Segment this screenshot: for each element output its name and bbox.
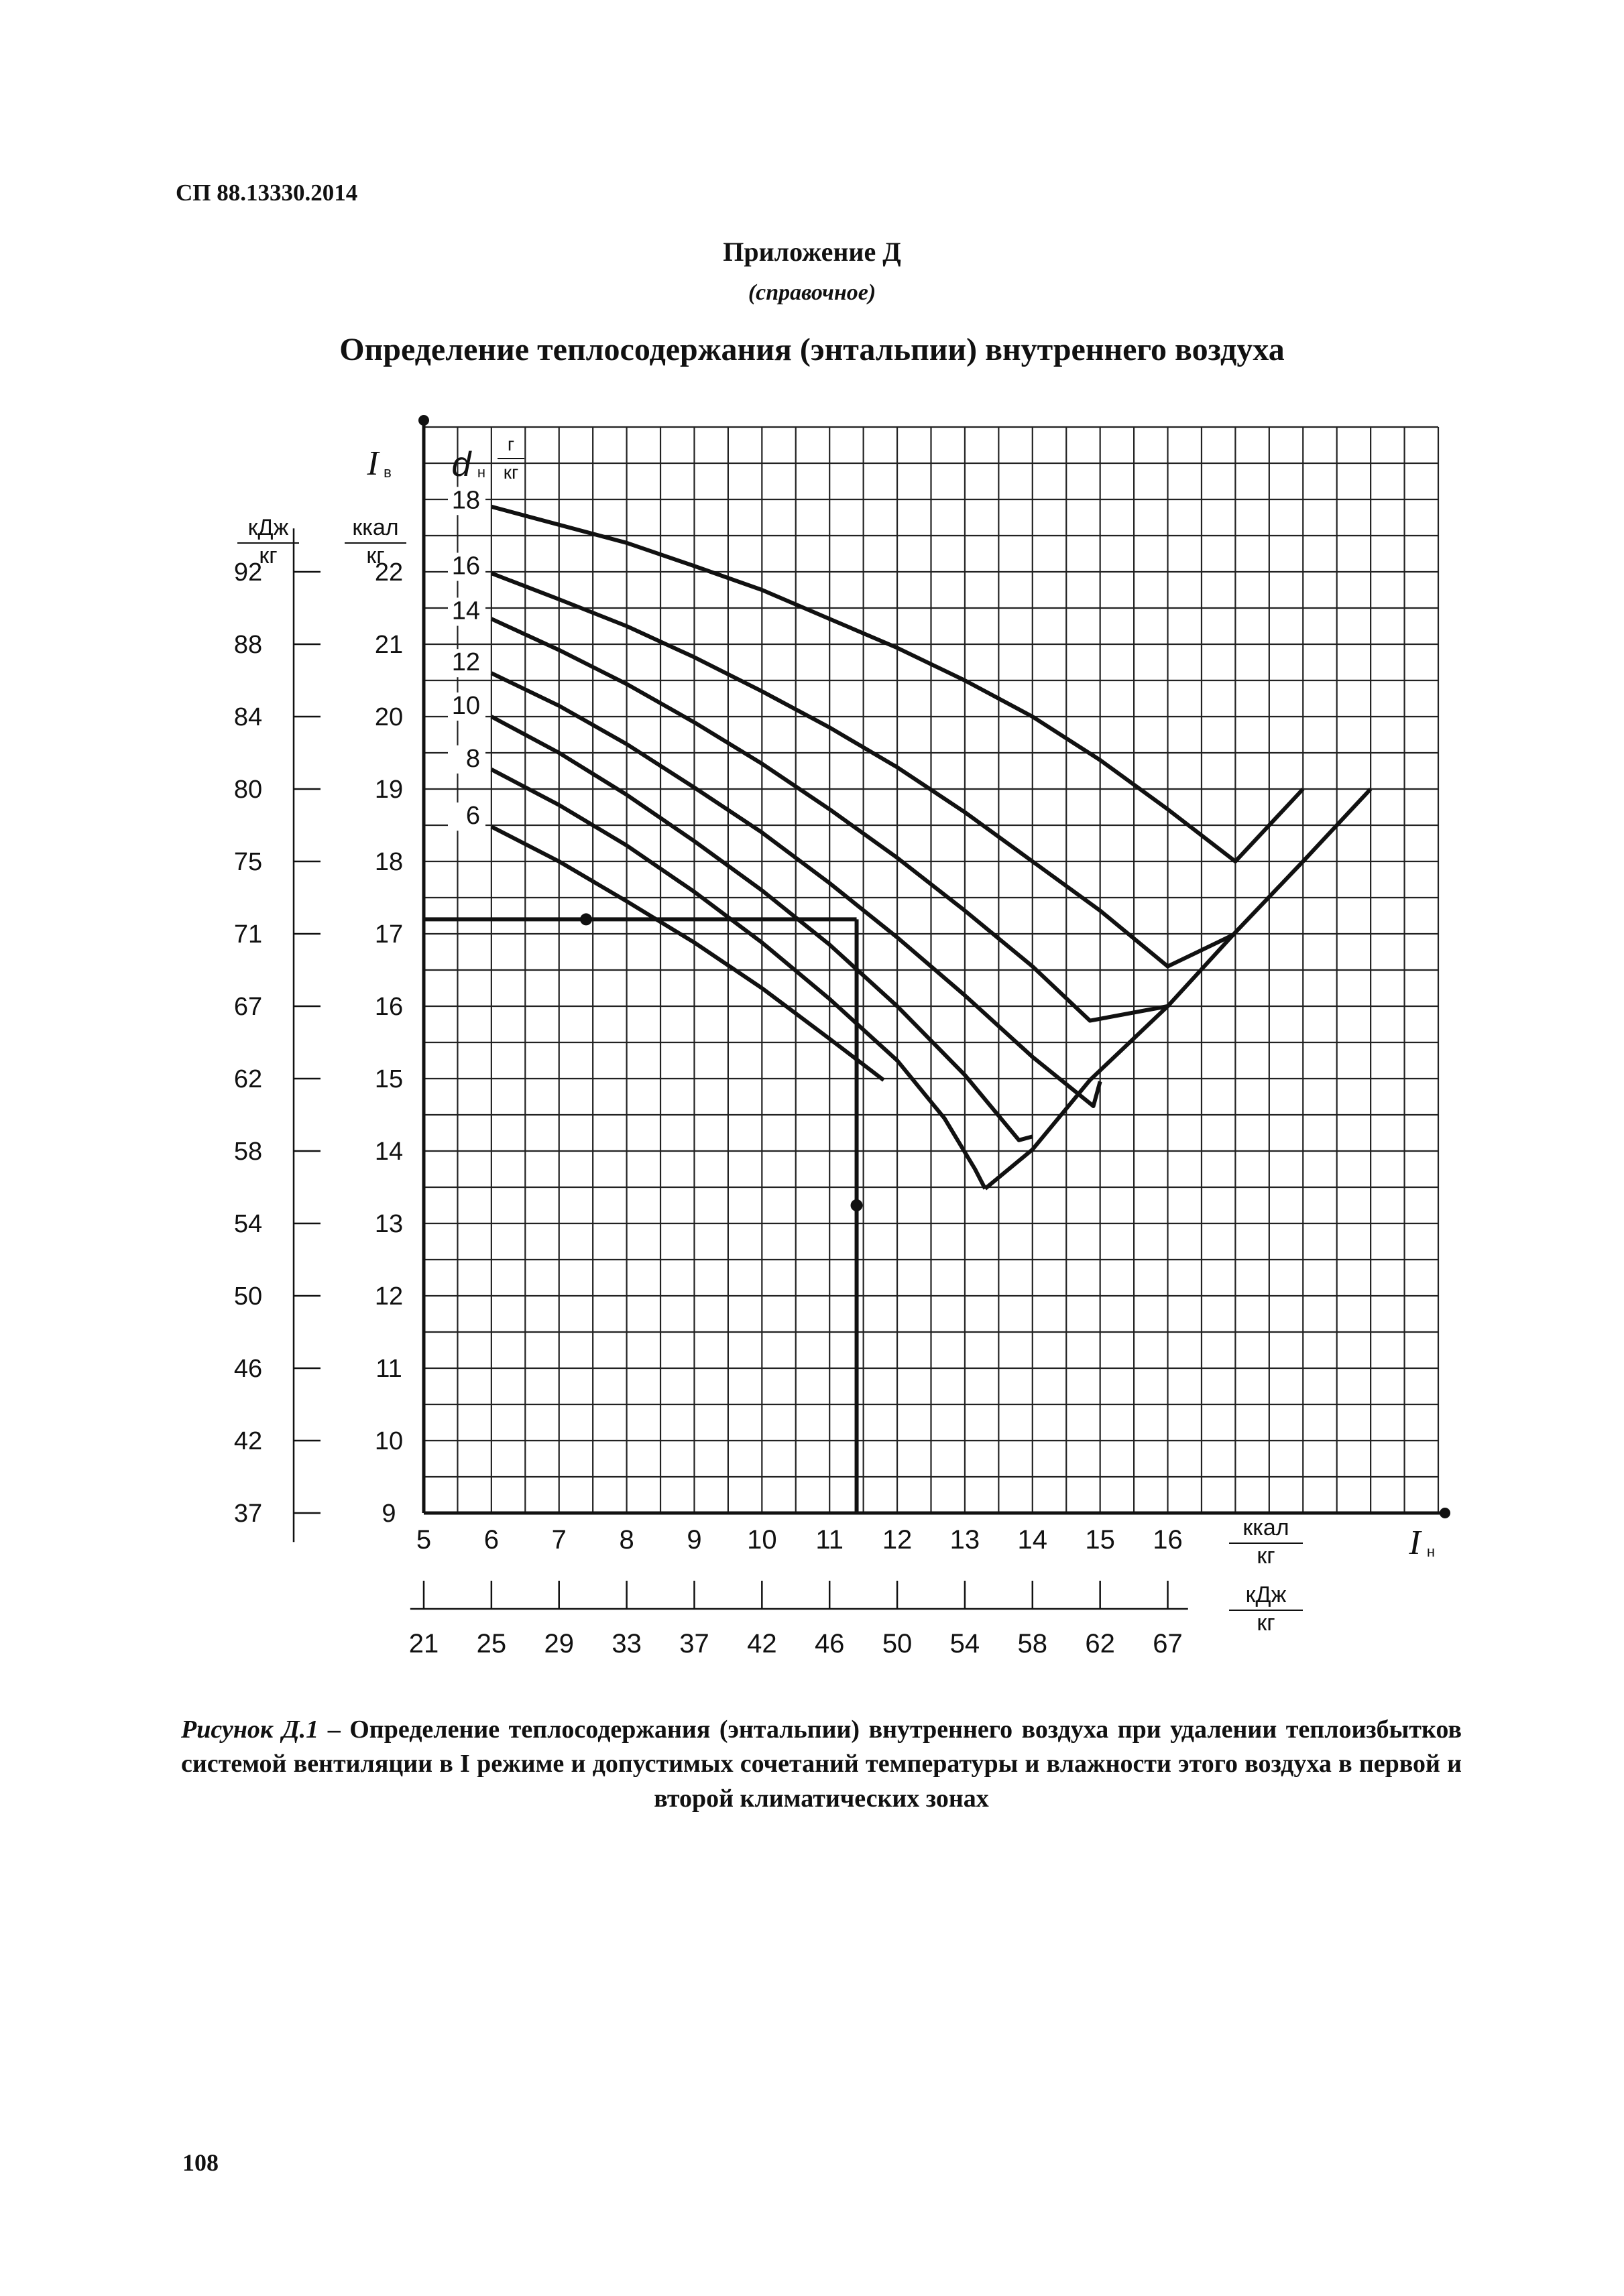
x-tick-kcal: 8 [619, 1525, 634, 1555]
y-tick-kj: 67 [233, 993, 263, 1021]
caption-label: Рисунок Д.1 [181, 1715, 319, 1744]
d-tick-label: 10 [451, 692, 480, 720]
x-units-kcal-numerator: ккал [1242, 1515, 1289, 1540]
x-tick-kj: 50 [882, 1629, 913, 1658]
d-tick-label: 16 [451, 552, 480, 581]
x-tick-kcal: 11 [815, 1525, 844, 1555]
x-tick-kj: 25 [476, 1629, 507, 1658]
y-tick-kcal: 18 [374, 848, 404, 876]
x-tick-kcal: 14 [1017, 1525, 1048, 1555]
y-tick-kj: 42 [233, 1427, 263, 1455]
appendix-title: Приложение Д [723, 237, 901, 267]
y-tick-kcal: 10 [374, 1427, 404, 1455]
main-title: Определение теплосодержания (энтальпии) внутреннего воздуха [339, 332, 1285, 367]
x-tick-kj: 67 [1153, 1629, 1183, 1658]
y-tick-kcal: 14 [374, 1138, 404, 1166]
example-marker-horizontal [580, 913, 592, 925]
x-tick-kcal: 5 [416, 1525, 432, 1555]
y-tick-kcal: 9 [382, 1500, 396, 1528]
y-tick-kj: 62 [233, 1065, 263, 1093]
d-tick-label: 6 [465, 802, 480, 831]
y-tick-kcal: 16 [374, 993, 404, 1021]
x-units-kj-denominator: кг [1257, 1610, 1275, 1636]
y-tick-kj: 88 [233, 631, 263, 659]
d-tick-label: 14 [451, 597, 480, 625]
d-label-sub: н [477, 464, 486, 481]
y-axis-label: I [367, 444, 379, 483]
d-units-denominator: кг [503, 462, 519, 483]
x-tick-kcal: 16 [1153, 1525, 1183, 1555]
x-axis-arrow [1440, 1508, 1450, 1518]
y-tick-kcal: 21 [374, 631, 404, 659]
y-tick-kj: 37 [233, 1500, 263, 1528]
y-tick-kcal: 13 [374, 1210, 404, 1238]
x-tick-kcal: 10 [747, 1525, 777, 1555]
y-tick-kj: 80 [233, 776, 263, 804]
appendix-subtitle: (справочное) [748, 280, 876, 305]
document-code: СП 88.13330.2014 [176, 180, 358, 206]
y-tick-kj: 58 [233, 1138, 263, 1166]
y-tick-kj: 84 [233, 703, 263, 731]
x-axis-label-sub: н [1426, 1543, 1436, 1560]
x-tick-kj: 62 [1085, 1629, 1115, 1658]
x-tick-kj: 42 [747, 1629, 777, 1658]
y-tick-kcal: 12 [374, 1282, 404, 1311]
x-axis-label: I [1409, 1524, 1421, 1562]
y-tick-kcal: 19 [374, 776, 404, 804]
x-units-kj-numerator: кДж [1245, 1582, 1287, 1608]
boundary-line [985, 789, 1371, 1189]
y-units-kj-numerator: кДж [247, 515, 289, 540]
figure-caption [181, 1713, 1462, 1816]
d-tick-label: 18 [451, 486, 480, 515]
caption-text: – Определение теплосодержания (энтальпии) внутреннего воздуха при удалении теплоизбытков системой вентиляции в I режиме и допустимых сочетаний температуры и влажности этого воздуха в первой и второй климатических зонах [181, 1715, 1462, 1813]
y-tick-kcal: 17 [374, 920, 404, 949]
d-tick-label: 12 [451, 648, 480, 677]
y-units-kj-denominator: кг [259, 543, 278, 568]
x-tick-kj: 21 [408, 1629, 439, 1658]
x-tick-kj: 37 [679, 1629, 709, 1658]
y-tick-kcal: 22 [374, 558, 404, 587]
x-tick-kcal: 7 [551, 1525, 567, 1555]
y-units-kcal-denominator: кг [366, 543, 385, 568]
y-axis-arrow [418, 415, 429, 426]
x-tick-kj: 33 [612, 1629, 642, 1658]
page-number: 108 [182, 2149, 219, 2176]
x-tick-kcal: 13 [949, 1525, 980, 1555]
y-tick-kcal: 11 [375, 1355, 402, 1383]
x-tick-kcal: 9 [687, 1525, 702, 1555]
x-units-kcal-denominator: кг [1257, 1543, 1275, 1569]
y-tick-kj: 75 [233, 848, 263, 876]
d-label: d [451, 445, 471, 484]
x-tick-kj: 46 [814, 1629, 845, 1658]
example-marker-vertical [851, 1199, 863, 1211]
x-tick-kj: 29 [544, 1629, 574, 1658]
x-tick-kcal: 12 [882, 1525, 913, 1555]
y-tick-kcal: 20 [374, 703, 404, 731]
curve-d-8 [491, 770, 985, 1189]
x-tick-kj: 54 [949, 1629, 980, 1658]
y-tick-kj: 50 [233, 1282, 263, 1311]
x-tick-kcal: 15 [1085, 1525, 1115, 1555]
y-tick-kj: 54 [233, 1210, 263, 1238]
x-tick-kcal: 6 [483, 1525, 499, 1555]
y-tick-kcal: 15 [374, 1065, 404, 1093]
d-tick-label: 8 [465, 744, 480, 773]
y-units-kcal-numerator: ккал [352, 515, 399, 540]
y-axis-label-sub: в [384, 464, 392, 481]
x-tick-kj: 58 [1017, 1629, 1048, 1658]
d-units-numerator: г [507, 434, 515, 455]
y-tick-kj: 71 [233, 920, 263, 949]
y-tick-kj: 46 [233, 1355, 263, 1383]
y-tick-kj: 92 [233, 558, 263, 587]
